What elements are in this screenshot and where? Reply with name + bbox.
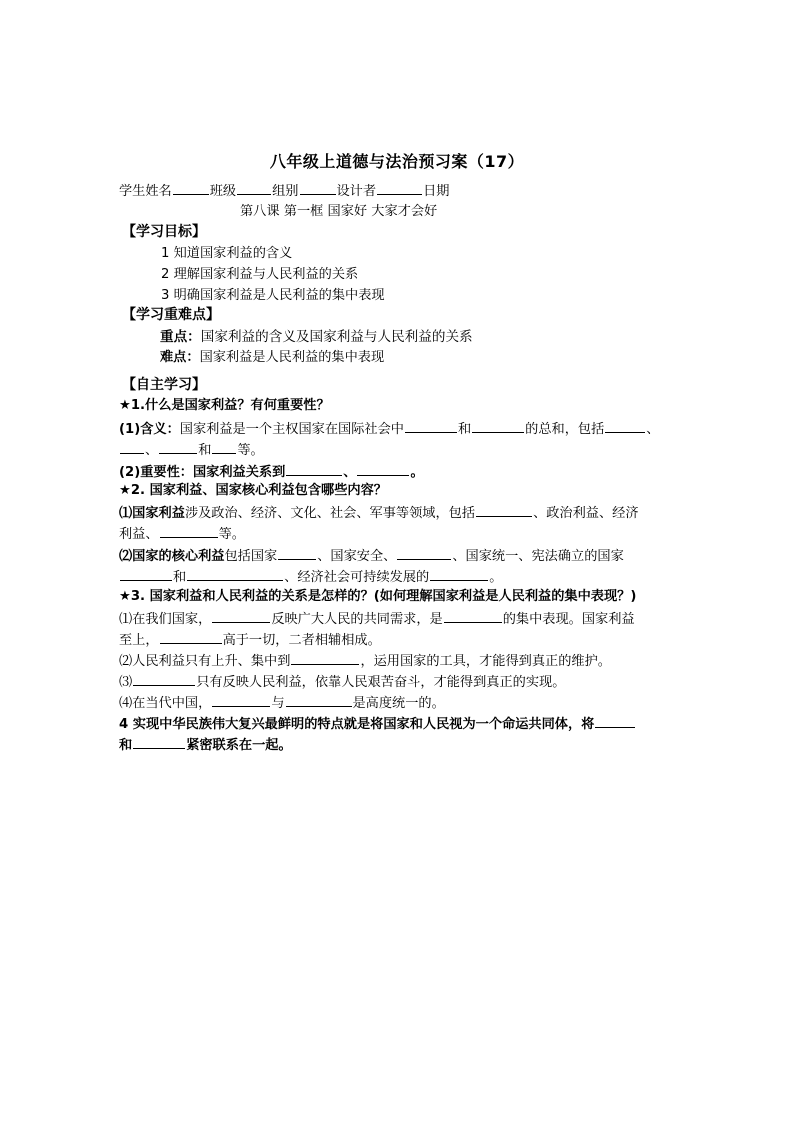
text: 反映广大人民的共同需求，是 [271, 612, 443, 627]
text: 和 [457, 422, 472, 437]
name-label: 学生姓名 [119, 184, 172, 199]
fill-blank[interactable] [133, 672, 195, 686]
class-blank[interactable] [237, 181, 271, 195]
group-label: 组别 [272, 184, 299, 199]
fill-blank[interactable] [187, 567, 283, 581]
q2-core-interest-label: ⑵国家的核心利益 [119, 549, 225, 564]
text: ⑷在当代中国， [119, 696, 212, 711]
fill-blank[interactable] [160, 630, 222, 644]
q2-national-interest-line-2 [119, 524, 245, 544]
fill-blank[interactable] [430, 567, 488, 581]
question-3-title: ★3. 国家利益和人民利益的关系是怎样的？(如何理解国家利益是人民利益的集中表现？) [119, 589, 637, 604]
text: 、国家安全、 [317, 549, 397, 564]
fill-blank[interactable] [212, 693, 270, 707]
fill-blank[interactable] [160, 524, 218, 538]
text: ，运用国家的工具，才能得到真正的维护。 [360, 654, 611, 669]
text: 高于一切，二者相辅相成。 [222, 633, 381, 648]
fill-blank[interactable] [291, 651, 359, 665]
fill-blank[interactable] [120, 440, 144, 454]
fill-blank[interactable] [605, 419, 645, 433]
goal-item: 1 知道国家利益的含义 [161, 246, 293, 261]
document-title: 八年级上道德与法治预习案（17） [269, 152, 525, 171]
text: ⑵人民利益只有上升、集中到 [119, 654, 291, 669]
text: 国家利益是一个主权国家在国际社会中 [179, 422, 404, 437]
text: 4 实现中华民族伟大复兴最鲜明的特点就是将国家和人民视为一个命运共同体，将 [119, 717, 595, 732]
name-blank[interactable] [173, 181, 209, 195]
fill-blank[interactable] [133, 735, 185, 749]
q1-meaning-line-2 [119, 440, 264, 460]
q3-item-3 [119, 672, 565, 692]
question-4-line [119, 714, 636, 734]
goal-item: 3 明确国家利益是人民利益的集中表现 [161, 288, 385, 303]
text: 和 [173, 570, 187, 585]
focus-line [160, 328, 473, 346]
fill-blank[interactable] [444, 609, 502, 623]
lesson-subtitle: 第八课 第一框 国家好 大家才会好 [240, 204, 438, 219]
text: 、 [145, 443, 159, 458]
fill-blank[interactable] [212, 609, 270, 623]
text: 。 [410, 465, 424, 480]
text: 涉及政治、经济、文化、社会、军事等领域，包括 [184, 506, 476, 521]
text: 的集中表现。国家利益 [502, 612, 635, 627]
key-points-header: 【学习重难点】 [122, 307, 220, 323]
difficulty-text: 国家利益是人民利益的集中表现 [199, 350, 385, 365]
q3-item-2 [119, 651, 611, 671]
fill-blank[interactable] [212, 440, 236, 454]
text: (2)重要性：国家利益关系到 [119, 465, 286, 480]
q1-meaning-label: (1)含义： [119, 422, 180, 437]
q1-importance-line [119, 462, 424, 482]
text: 等。 [218, 527, 245, 542]
q1-meaning-line [119, 419, 659, 439]
designer-label: 设计者 [336, 184, 377, 199]
q3-item-1-line-2 [119, 630, 381, 650]
fill-blank[interactable] [286, 462, 342, 476]
group-blank[interactable] [300, 181, 336, 195]
goals-header: 【学习目标】 [122, 224, 206, 240]
text: ⑶ [119, 675, 133, 690]
student-info-line [119, 181, 449, 201]
fill-blank[interactable] [159, 440, 197, 454]
difficulty-line [160, 349, 384, 367]
question-1-title: ★1.什么是国家利益？有何重要性？ [119, 398, 330, 413]
fill-blank[interactable] [397, 546, 451, 560]
self-study-header: 【自主学习】 [122, 377, 206, 393]
text: 的总和，包括 [525, 422, 605, 437]
question-2-title: ★2. 国家利益、国家核心利益包含哪些内容？ [119, 483, 387, 498]
q2-core-interest-line [119, 546, 624, 566]
q3-item-1 [119, 609, 635, 629]
text: 是高度统一的。 [352, 696, 445, 711]
text: 紧密联系在一起。 [186, 738, 292, 753]
text: ⑴在我们国家， [119, 612, 212, 627]
text: 和 [198, 443, 212, 458]
fill-blank[interactable] [405, 419, 457, 433]
q3-item-4 [119, 693, 445, 713]
fill-blank[interactable] [476, 503, 532, 517]
text: 、政治利益、经济 [533, 506, 639, 521]
text: 和 [119, 738, 133, 753]
text: 、经济社会可持续发展的 [284, 570, 430, 585]
fill-blank[interactable] [278, 546, 316, 560]
fill-blank[interactable] [286, 693, 352, 707]
text: 、 [343, 465, 357, 480]
fill-blank[interactable] [120, 567, 172, 581]
text: 包括国家 [224, 549, 278, 564]
text: 至上， [119, 633, 159, 648]
date-label: 日期 [423, 184, 450, 199]
focus-label: 重点： [160, 329, 201, 345]
q2-national-interest-label: ⑴国家利益 [119, 506, 185, 521]
text: 。 [489, 570, 503, 585]
text: 与 [271, 696, 285, 711]
text: 、 [646, 422, 660, 437]
text: 只有反映人民利益，依靠人民艰苦奋斗，才能得到真正的实现。 [196, 675, 566, 690]
difficulty-label: 难点： [160, 350, 200, 365]
fill-blank[interactable] [357, 462, 409, 476]
goal-item: 2 理解国家利益与人民利益的关系 [161, 267, 359, 282]
fill-blank[interactable] [595, 714, 635, 728]
class-label: 班级 [209, 184, 237, 199]
q2-core-interest-line-2 [119, 567, 502, 587]
question-4-line-2 [119, 735, 292, 755]
designer-blank[interactable] [377, 181, 422, 195]
text: 、国家统一、宪法确立的国家 [452, 549, 624, 564]
focus-text: 国家利益的含义及国家利益与人民利益的关系 [200, 329, 473, 345]
fill-blank[interactable] [472, 419, 524, 433]
q2-national-interest-line [119, 503, 639, 523]
text: 利益、 [119, 527, 159, 542]
text: 等。 [237, 443, 264, 458]
